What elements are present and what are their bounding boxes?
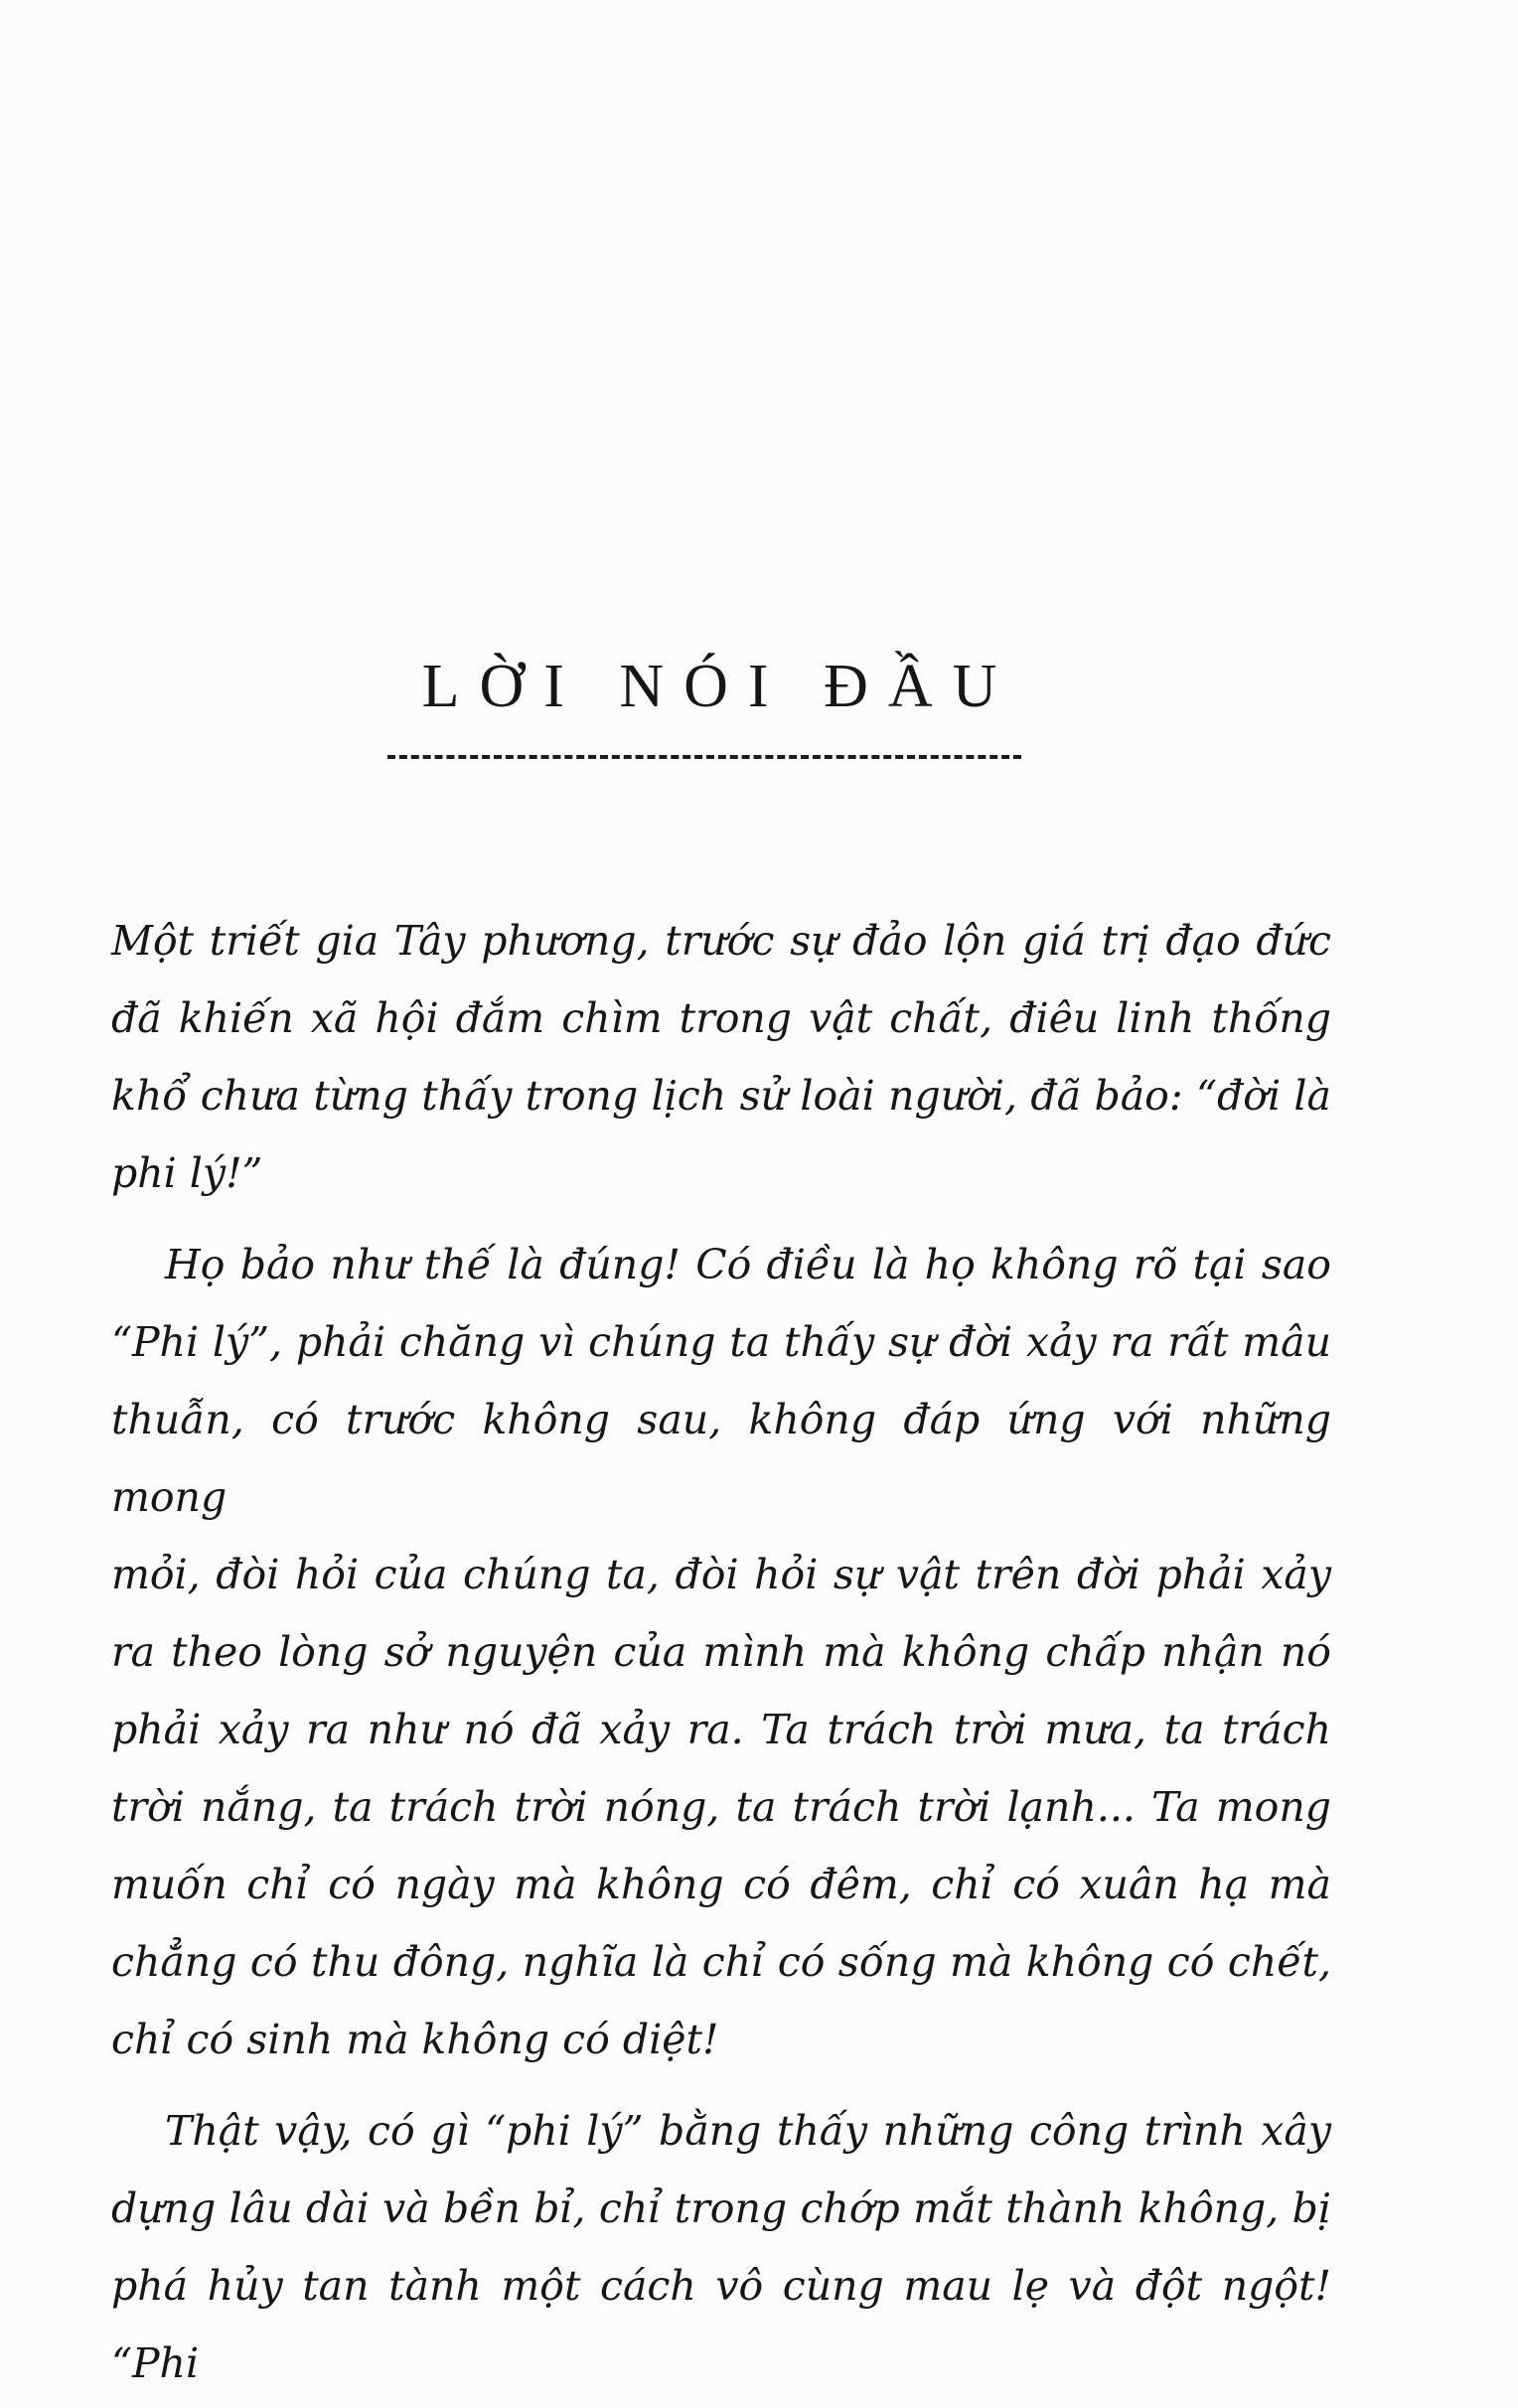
text-line: phá hủy tan tành một cách vô cùng mau lẹ và đột ngột! “Phi (111, 2262, 1331, 2387)
text-line: thuẫn, có trước không sau, không đáp ứng với những mong (111, 1396, 1331, 1521)
paragraph-2 (111, 1226, 1331, 2078)
text-line: muốn chỉ có ngày mà không có đêm, chỉ có xuân hạ mà (111, 1861, 1331, 1908)
body-text (111, 902, 1331, 2402)
text-line: Họ bảo như thế là đúng! Có điều là họ không rõ tại sao (165, 1241, 1331, 1288)
paragraph-1 (111, 902, 1331, 1212)
text-line: chỉ có sinh mà không có diệt! (111, 2016, 719, 2063)
paragraph-gap (111, 1212, 1331, 1226)
text-line: phải xảy ra như nó đã xảy ra. Ta trách trời mưa, ta trách (111, 1706, 1331, 1753)
chapter-title-dashed-rule (387, 755, 1021, 759)
text-line: “Phi lý”, phải chăng vì chúng ta thấy sự đời xảy ra rất mâu (111, 1318, 1331, 1366)
paragraph-gap (111, 2078, 1331, 2092)
text-line: mỏi, đòi hỏi của chúng ta, đòi hỏi sự vật trên đời phải xảy (111, 1551, 1331, 1598)
text-line: đã khiến xã hội đắm chìm trong vật chất, điêu linh thống (111, 994, 1331, 1042)
chapter-heading (0, 652, 1518, 722)
chapter-title: LỜI NÓI ĐẦU (421, 653, 1017, 720)
text-line: Một triết gia Tây phương, trước sự đảo lộn giá trị đạo đức (111, 917, 1331, 965)
text-line: phi lý!” (111, 1149, 263, 1197)
text-line: chẳng có thu đông, nghĩa là chỉ có sống mà không có chết, (111, 1938, 1331, 1986)
text-line: dựng lâu dài và bền bỉ, chỉ trong chớp mắt thành không, bị (111, 2184, 1331, 2232)
text-line: khổ chưa từng thấy trong lịch sử loài người, đã bảo: “đời là (111, 1072, 1331, 1120)
text-line: trời nắng, ta trách trời nóng, ta trách trời lạnh... Ta mong (111, 1783, 1331, 1831)
text-line: Thật vậy, có gì “phi lý” bằng thấy những công trình xây (165, 2107, 1331, 2155)
paragraph-3 (111, 2092, 1331, 2402)
text-line: ra theo lòng sở nguyện của mình mà không chấp nhận nó (111, 1628, 1331, 1676)
